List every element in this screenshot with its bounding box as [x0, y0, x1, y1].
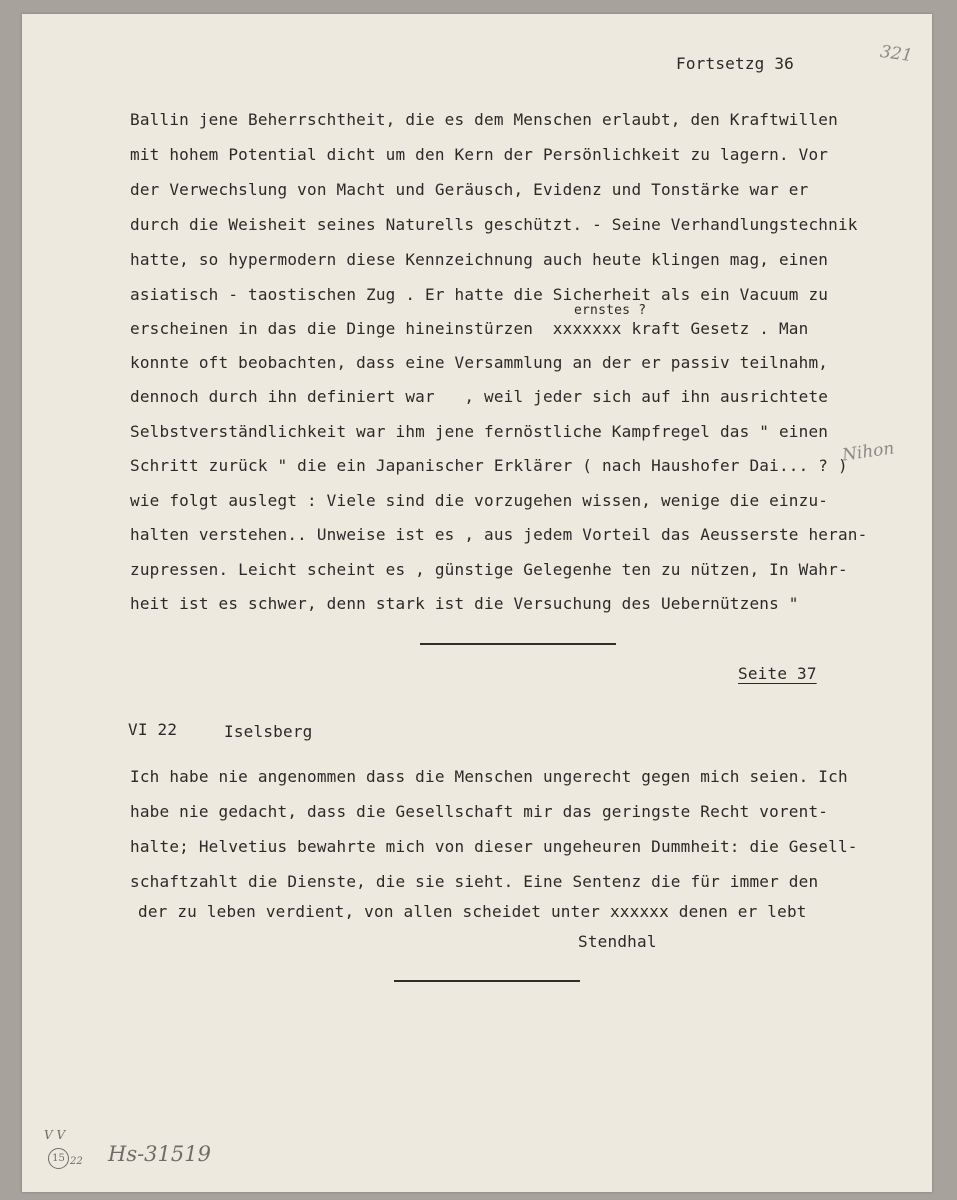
text-line: asiatisch - taostischen Zug . Er hatte die Sicherheit als ein Vacuum zu: [130, 285, 829, 304]
entry-date: VI 22: [128, 720, 178, 739]
text-line: habe nie gedacht, dass die Gesellschaft mir das geringste Recht vorent-: [130, 802, 829, 821]
text-line: Ich habe nie angenommen dass die Menschen ungerecht gegen mich seien. Ich: [130, 767, 848, 786]
text-line: halten verstehen.. Unweise ist es , aus jedem Vorteil das Aeusserste heran-: [130, 525, 868, 544]
text-line: Schritt zurück " die ein Japanischer Erklärer ( nach Haushofer Dai... ? ): [130, 456, 848, 475]
attribution: Stendhal: [578, 932, 657, 951]
text-line: heit ist es schwer, denn stark ist die Versuchung des Uebernützens ": [130, 594, 799, 613]
text-line: Selbstverständlichkeit war ihm jene fernöstliche Kampfregel das " einen: [130, 422, 829, 441]
pencil-page-number: 321: [878, 41, 914, 67]
document-page: [22, 14, 932, 1192]
pencil-insert: Nihon: [840, 438, 896, 466]
text-line: halte; Helvetius bewahrte mich von dieser ungeheuren Dummheit: die Gesell-: [130, 837, 858, 856]
text-line: durch die Weisheit seines Naturells geschützt. - Seine Verhandlungstechnik: [130, 215, 858, 234]
entry-place: Iselsberg: [224, 722, 313, 741]
text-line: zupressen. Leicht scheint es , günstige Gelegenhe ten zu nützen, In Wahr-: [130, 560, 848, 579]
text-line: wie folgt auslegt : Viele sind die vorzugehen wissen, wenige die einzu-: [130, 491, 829, 510]
text-line: schaftzahlt die Dienste, die sie sieht. Eine Sentenz die für immer den: [130, 872, 819, 891]
text-line: mit hohem Potential dicht um den Kern der Persönlichkeit zu lagern. Vor: [130, 145, 829, 164]
section-divider: [420, 643, 616, 645]
volume-mark: V V: [44, 1128, 66, 1142]
page-label: Seite 37: [738, 664, 817, 683]
text-line: erscheinen in das die Dinge hineinstürzen xxxxxxx kraft Gesetz . Man: [130, 319, 809, 338]
text-line: dennoch durch ihn definiert war , weil jeder sich auf ihn ausrichtete: [130, 387, 829, 406]
text-line: der Verwechslung von Macht und Geräusch, Evidenz und Tonstärke war er: [130, 180, 809, 199]
text-line: hatte, so hypermodern diese Kennzeichnung auch heute klingen mag, einen: [130, 250, 829, 269]
section-divider: [394, 980, 580, 982]
continuation-label: Fortsetzg 36: [676, 54, 794, 73]
text-line: Ballin jene Beherrschtheit, die es dem Menschen erlaubt, den Kraftwillen: [130, 110, 838, 129]
archive-signature: Hs-31519: [108, 1142, 211, 1166]
sub-number-mark: 22: [70, 1156, 83, 1167]
text-line: der zu leben verdient, von allen scheidet unter xxxxxx denen er lebt: [138, 902, 807, 921]
interlinear-insert: ernstes ?: [574, 303, 647, 318]
text-line: konnte oft beobachten, dass eine Versammlung an der er passiv teilnahm,: [130, 353, 829, 372]
circled-number-mark: 15: [48, 1148, 69, 1169]
